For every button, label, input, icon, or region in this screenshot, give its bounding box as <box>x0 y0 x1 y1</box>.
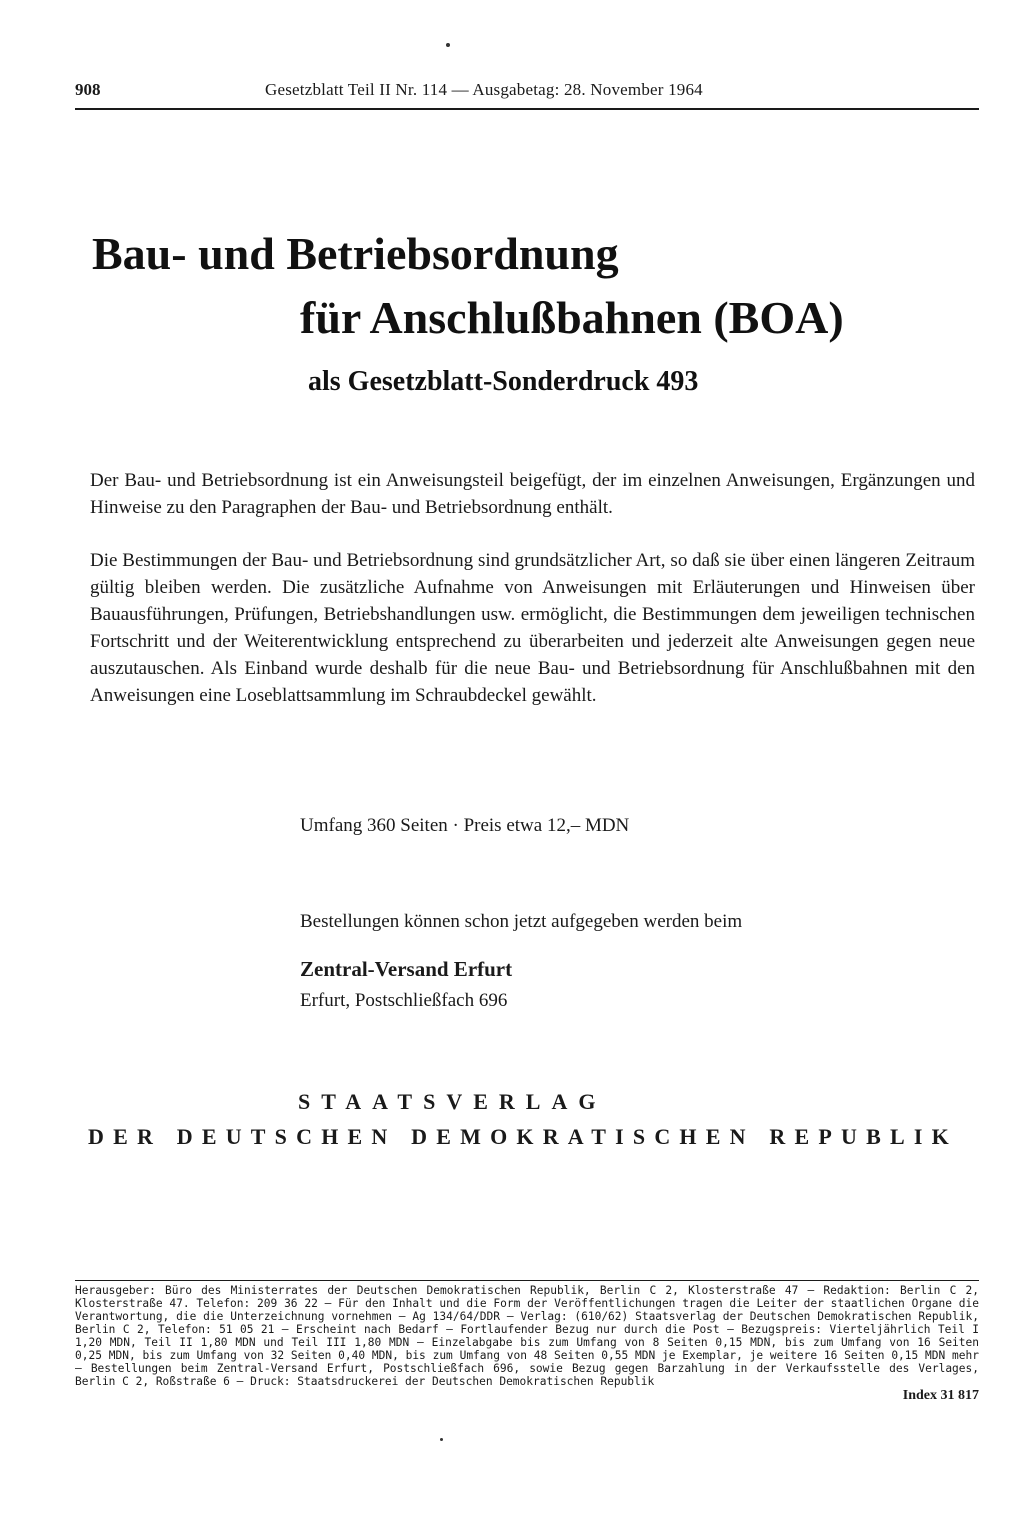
paragraph-details: Die Bestimmungen der Bau- und Betriebsordnung sind grundsätzlicher Art, so daß sie über einen längeren Zeitraum gültig bleiben werden. Die zusätzliche Aufnahme von Anweisungen mit Erläuterungen und Hinweisen über Bauausführungen, Prüfungen, Betriebshandlungen usw. ermöglicht, die Bestimmungen dem jeweiligen technischen Fortschritt und der Weiterentwicklung entsprechend zu überarbeiten und jederzeit alte Anweisungen gegen neue auszutauschen. Als Einband wurde deshalb für die neue Bau- und Betriebsordnung für Anschlußbahnen mit den Anweisungen eine Loseblattsammlung im Schraubdeckel gewählt. <box>90 550 975 706</box>
print-speck <box>446 43 450 47</box>
page-number: 908 <box>75 80 101 99</box>
order-note: Bestellungen können schon jetzt aufgegeben werden beim <box>300 911 743 932</box>
vendor-address: Erfurt, Postschließfach 696 <box>300 990 508 1011</box>
subtitle: als Gesetzblatt-Sonderdruck 493 <box>308 366 699 397</box>
publisher-line-2: DER DEUTSCHEN DEMOKRATISCHEN REPUBLIK <box>88 1124 958 1149</box>
running-head: Gesetzblatt Teil II Nr. 114 — Ausgabetag: 28. November 1964 <box>265 80 703 99</box>
paragraph-intro: Der Bau- und Betriebsordnung ist ein Anweisungsteil beigefügt, der im einzelnen Anweisungen, Ergänzungen und Hinweise zu den Paragraphen der Bau- und Betriebsordnung enthält. <box>90 470 975 518</box>
footer-divider <box>75 1280 979 1281</box>
print-speck <box>440 1438 443 1441</box>
publisher-line-1: STAATSVERLAG <box>298 1089 607 1114</box>
imprint-text: Herausgeber: Büro des Ministerrates der Deutschen Demokratischen Republik, Berlin C 2, Klosterstraße 47 — Redaktion: Berlin C 2, Klosterstraße 47. Telefon: 209 36 22 — Für den Inhalt und die Form der Veröffentlichungen tragen die Leiter der staatlichen Organe die Verantwortung, die die Unterzeichnung vornehmen — Ag 134/64/DDR — Verlag: (610/62) Staatsverlag der Deutschen Demokratischen Republik, Berlin C 2, Telefon: 51 05 21 — Erscheint nach Bedarf — Fortlaufender Bezug nur durch die Post — Bezugspreis: Vierteljährlich Teil I 1,20 MDN, Teil II 1,80 MDN und Teil III 1,80 MDN — Einzelabgabe bis zum Umfang von 8 Seiten 0,15 MDN, bis zum Umfang von 16 Seiten 0,25 MDN, bis zum Umfang von 32 Seiten 0,40 MDN, bis zum Umfang von 48 Seiten 0,55 MDN je Exemplar, je weitere 16 Seiten 0,15 MDN mehr — Bestellungen beim Zentral-Versand Erfurt, Postschließfach 696, sowie Bezug gegen Barzahlung in der Verkaufsstelle des Verlages, Berlin C 2, Roßstraße 6 — Druck: Staatsdruckerei der Deutschen Demokratischen Republik <box>75 1284 979 1388</box>
page-header <box>75 78 979 110</box>
title-line-2: für Anschlußbahnen (BOA) <box>300 292 844 343</box>
title-line-1: Bau- und Betriebsordnung <box>92 228 619 279</box>
scope-price-line: Umfang 360 Seiten · Preis etwa 12,– MDN <box>300 815 630 836</box>
vendor-name: Zentral-Versand Erfurt <box>300 957 513 981</box>
index-number: Index 31 817 <box>902 1388 979 1403</box>
